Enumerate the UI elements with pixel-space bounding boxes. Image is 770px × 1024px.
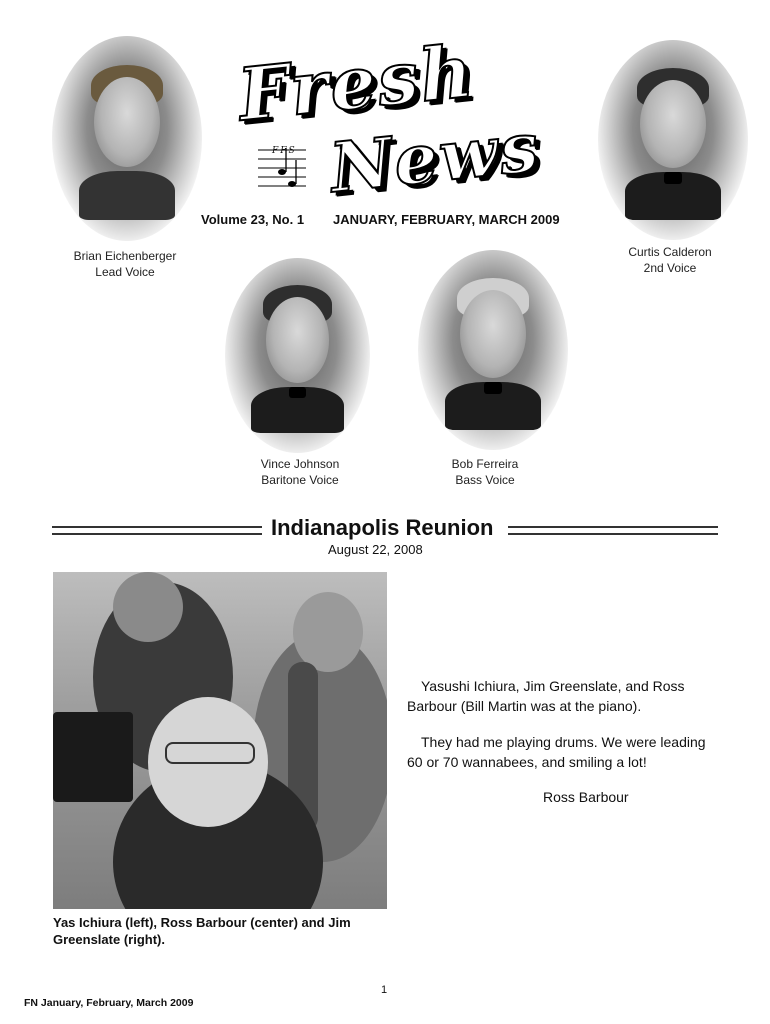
article-date: August 22, 2008 [328, 542, 423, 557]
masthead-word-fresh: Fresh [234, 27, 479, 138]
member-role: Lead Voice [95, 265, 155, 279]
face-shape [266, 297, 330, 383]
article-paragraph-1: Yasushi Ichiura, Jim Greenslate, and Ross Barbour (Bill Martin was at the piano). [407, 678, 685, 714]
member-name: Bob Ferreira [451, 457, 519, 471]
music-stand-shape [53, 712, 133, 802]
member-role: Baritone Voice [261, 473, 339, 487]
suit-shape [79, 171, 175, 220]
logo-letters: FFS [272, 146, 297, 156]
article-title: Indianapolis Reunion [271, 515, 494, 540]
volume-number: Volume 23, No. 1 [201, 212, 305, 227]
face-shape [640, 80, 706, 168]
heading-rule-left [52, 526, 262, 535]
photo-caption: Yas Ichiura (left), Ross Barbour (center) and Jim Greenslate (right). [53, 915, 351, 947]
person-left-head [113, 572, 183, 642]
face-shape [94, 77, 160, 167]
reunion-photo [53, 572, 387, 909]
caption-bob [400, 456, 570, 488]
member-role: Bass Voice [455, 473, 515, 487]
face-shape [460, 290, 526, 378]
footer-issue: FN January, February, March 2009 [24, 997, 194, 1009]
caption-brian [40, 248, 210, 280]
portrait-bob-ferreira [418, 250, 568, 450]
person-right-head [293, 592, 363, 672]
caption-vince [215, 456, 385, 488]
heading-rule-right [508, 526, 718, 535]
member-name: Curtis Calderon [628, 245, 712, 259]
bowtie-shape [664, 172, 682, 184]
portrait-curtis-calderon [598, 40, 748, 240]
member-name: Brian Eichenberger [73, 249, 177, 263]
portrait-vince-johnson [225, 258, 370, 453]
glasses-shape [165, 742, 255, 764]
portrait-brian-eichenberger [52, 36, 202, 241]
caption-curtis [585, 244, 755, 276]
bowtie-shape [289, 387, 306, 399]
article-signature: Ross Barbour [543, 789, 629, 805]
masthead-word-news: News [326, 107, 544, 209]
bowtie-shape [484, 382, 502, 394]
page-number: 1 [381, 984, 388, 996]
issue-date: JANUARY, FEBRUARY, MARCH 2009 [333, 212, 560, 227]
member-role: 2nd Voice [643, 261, 697, 275]
article-paragraph-2: They had me playing drums. We were leading 60 or 70 wannabees, and smiling a lot! [407, 734, 706, 770]
member-name: Vince Johnson [260, 457, 340, 471]
